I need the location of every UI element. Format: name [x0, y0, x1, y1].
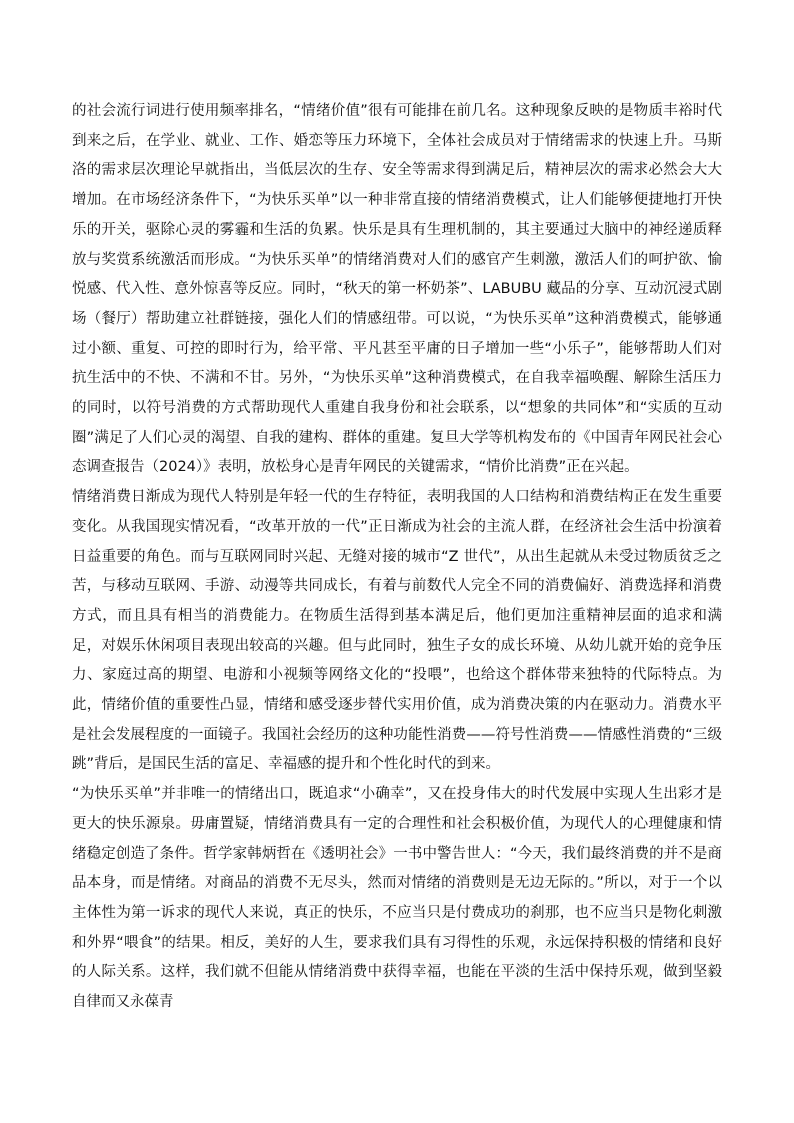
- document-body: [72, 97, 722, 1018]
- paragraph-2: 情绪消费日渐成为现代人特别是年轻一代的生存特征，表明我国的人口结构和消费结构正在发生重要变化。从我国现实情况看，“改革开放的一代”正日渐成为社会的主流人群，在经济社会生活中扮演着日益重要的角色。而与互联网同时兴起、无缝对接的城市“Z 世代”，从出生起就从未受过物质贫乏之苦，与移动互联网、手游、动漫等共同成长，有着与前数代人完全不同的消费偏好、消费选择和消费方式，而且具有相当的消费能力。在物质生活得到基本满足后，他们更加注重精神层面的追求和满足，对娱乐休闲项目表现出较高的兴趣。但与此同时，独生子女的成长环境、从幼儿就开始的竞争压力、家庭过高的期望、电游和小视频等网络文化的“投喂”，也给这个群体带来独特的代际特点。为此，情绪价值的重要性凸显，情绪和感受逐步替代实用价值，成为消费决策的内在驱动力。消费水平是社会发展程度的一面镜子。我国社会经历的这种功能性消费——符号性消费——情感性消费的“三级跳”背后，是国民生活的富足、幸福感的提升和个性化时代的到来。: [72, 489, 722, 773]
- paragraph-1: 的社会流行词进行使用频率排名，“情绪价值”很有可能排在前几名。这种现象反映的是物质丰裕时代到来之后，在学业、就业、工作、婚恋等压力环境下，全体社会成员对于情绪需求的快速上升。马斯洛的需求层次理论早就指出，当低层次的生存、安全等需求得到满足后，精神层次的需求必然会大大增加。在市场经济条件下，“为快乐买单”以一种非常直接的情绪消费模式，让人们能够便捷地打开快乐的开关，驱除心灵的雾霾和生活的负累。快乐是具有生理机制的，其主要通过大脑中的神经递质释放与奖赏系统激活而形成。“为快乐买单”的情绪消费对人们的感官产生刺激，激活人们的呵护欲、愉悦感、代入性、意外惊喜等反应。同时，“秋天的第一杯奶茶”、LABUBU 藏品的分享、互动沉浸式剧场（餐厅）帮助建立社群链接，强化人们的情感纽带。可以说，“为快乐买单”这种消费模式，能够通过小额、重复、可控的即时行为，给平常、平凡甚至平庸的日子增加一些“小乐子”，能够帮助人们对抗生活中的不快、不满和不甘。另外，“为快乐买单”这种消费模式，在自我幸福唤醒、解除生活压力的同时，以符号消费的方式帮助现代人重建自我身份和社会联系，以“想象的共同体”和“实质的互动圈”满足了人们心灵的渴望、自我的建构、群体的重建。复旦大学等机构发布的《中国青年网民社会心态调查报告（2024）》表明，放松身心是青年网民的关键需求，“情价比消费”正在兴起。: [72, 103, 722, 476]
- paragraph-3: “为快乐买单”并非唯一的情绪出口，既追求“小确幸”，又在投身伟大的时代发展中实现人生出彩才是更大的快乐源泉。毋庸置疑，情绪消费具有一定的合理性和社会积极价值，为现代人的心理健康和情绪稳定创造了条件。哲学家韩炳哲在《透明社会》一书中警告世人：“今天，我们最终消费的并不是商品本身，而是情绪。对商品的消费不无尽头，然而对情绪的消费则是无边无际的。”所以，对于一个以主体性为第一诉求的现代人来说，真正的快乐，不应当只是付费成功的刹那，也不应当只是物化刺激和外界“喂食”的结果。相反，美好的人生，要求我们具有习得性的乐观，永远保持积极的情绪和良好的人际关系。这样，我们就不但能从情绪消费中获得幸福，也能在平淡的生活中保持乐观，做到坚毅自律而又永葆青: [72, 786, 722, 1011]
